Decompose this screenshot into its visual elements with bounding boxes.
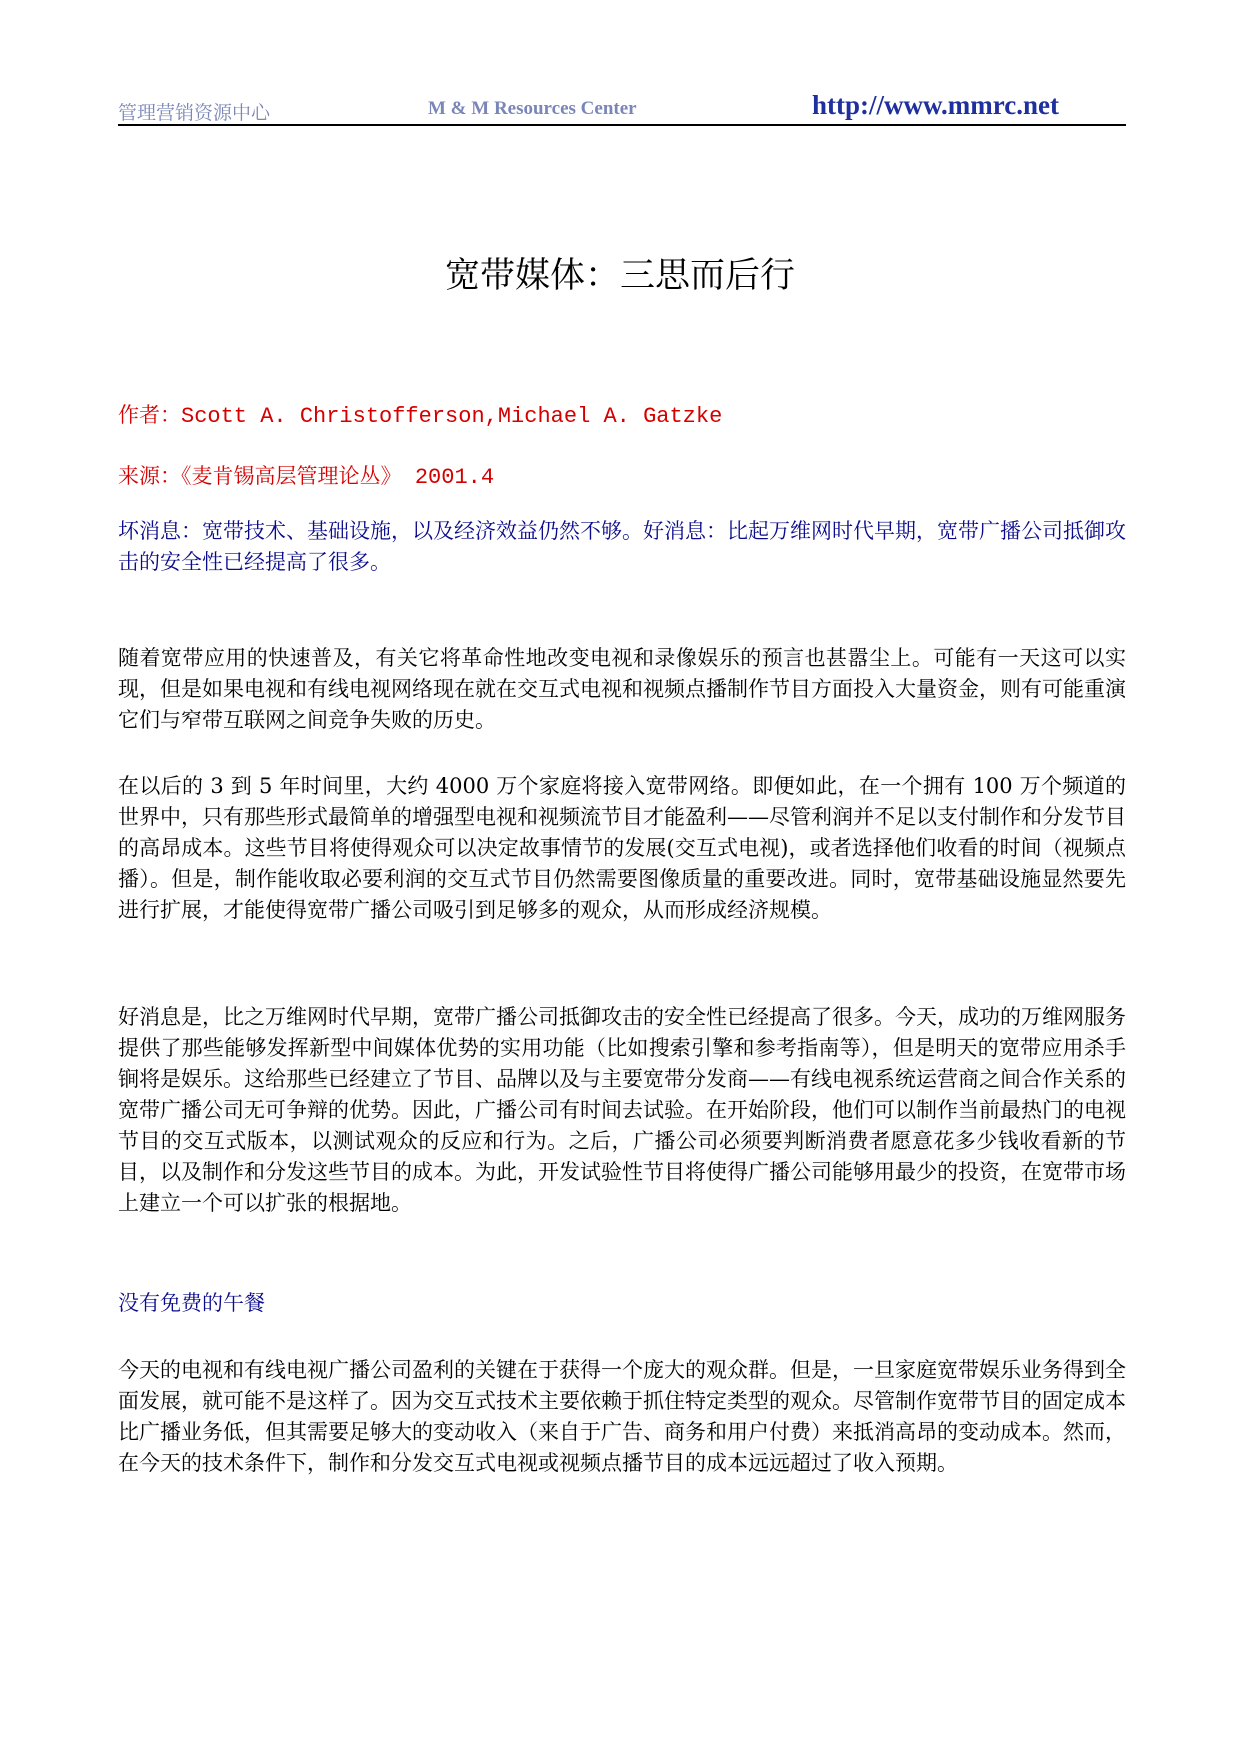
source-label: 来源： [118,464,181,488]
section-heading: 没有免费的午餐 [118,1291,265,1315]
author-label: 作者： [118,403,181,427]
page-header [118,86,1126,126]
author-line [118,399,722,429]
header-url-link[interactable]: http://www.mmrc.net [812,90,1059,120]
source-date: 2001.4 [414,465,495,490]
author-names: Scott A. Christofferson,Michael A. Gatzke [181,404,723,429]
body-paragraph-1: 随着宽带应用的快速普及，有关它将革命性地改变电视和录像娱乐的预言也甚嚣尘上。可能有一天这可以实现，但是如果电视和有线电视网络现在就在交互式电视和视频点播制作节目方面投入大量资金，则有可能重演它们与窄带互联网之间竞争失败的历史。 [118,646,1126,732]
article-title: 宽带媒体：三思而后行 [444,256,795,296]
article-summary: 坏消息：宽带技术、基础设施，以及经济效益仍然不够。好消息：比起万维网时代早期，宽带广播公司抵御攻击的安全性已经提高了很多。 [118,519,1126,574]
source-publication: 《麦肯锡高层管理论丛》 [181,464,402,488]
body-paragraph-3: 好消息是，比之万维网时代早期，宽带广播公司抵御攻击的安全性已经提高了很多。今天，成功的万维网服务提供了那些能够发挥新型中间媒体优势的实用功能（比如搜索引擎和参考指南等），但是明天的宽带应用杀手锏将是娱乐。这给那些已经建立了节目、品牌以及与主要宽带分发商——有线电视系统运营商之间合作关系的宽带广播公司无可争辩的优势。因此，广播公司有时间去试验。在开始阶段，他们可以制作当前最热门的电视节目的交互式版本，以测试观众的反应和行为。之后，广播公司必须要判断消费者愿意花多少钱收看新的节目，以及制作和分发这些节目的成本。为此，开发试验性节目将使得广播公司能够用最少的投资，在宽带市场上建立一个可以扩张的根据地。 [118,1005,1126,1215]
header-site-name-cn: 管理营销资源中心 [118,102,271,124]
header-site-name-en: M & M Resources Center [428,98,637,119]
body-paragraph-2: 在以后的 3 到 5 年时间里，大约 4000 万个家庭将接入宽带网络。即便如此，在一个拥有 100 万个频道的世界中，只有那些形式最简单的增强型电视和视频流节目才能盈利——尽管利润并不足以支付制作和分发节目的高昂成本。这些节目将使得观众可以决定故事情节的发展(交互式电视)，或者选择他们收看的时间（视频点播）。但是，制作能收取必要利润的交互式节目仍然需要图像质量的重要改进。同时，宽带基础设施显然要先进行扩展，才能使得宽带广播公司吸引到足够多的观众，从而形成经济规模。 [118,774,1126,922]
section-paragraph: 今天的电视和有线电视广播公司盈利的关键在于获得一个庞大的观众群。但是，一旦家庭宽带娱乐业务得到全面发展，就可能不是这样了。因为交互式技术主要依赖于抓住特定类型的观众。尽管制作宽带节目的固定成本比广播业务低，但其需要足够大的变动收入（来自于广告、商务和用户付费）来抵消高昂的变动成本。然而，在今天的技术条件下，制作和分发交互式电视或视频点播节目的成本远远超过了收入预期。 [118,1358,1126,1475]
source-line [118,460,494,490]
